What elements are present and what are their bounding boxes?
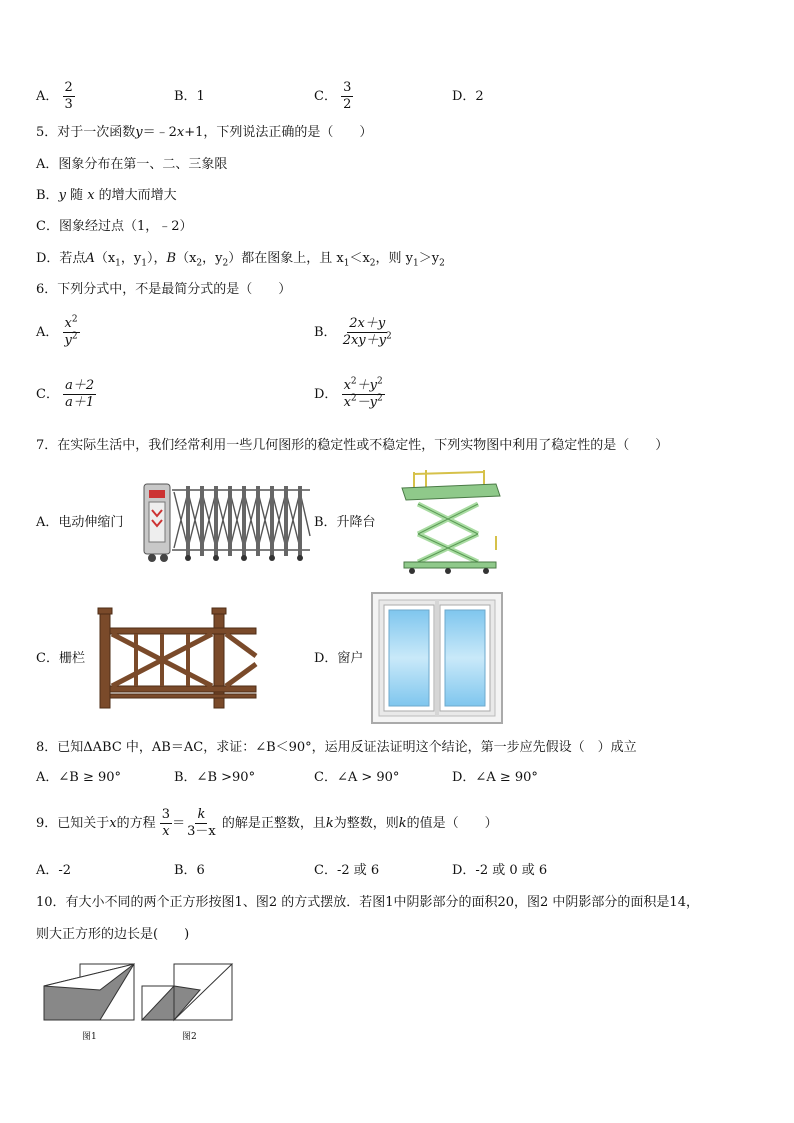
figure-1-squares: [40, 960, 136, 1024]
figure-2-caption: 图2: [182, 1032, 197, 1042]
q6-option-c: C． $\frac{a+2}{a+1}$: [36, 378, 95, 410]
q9-stem: 9．已知关于x的方程 $\frac{3}{x}$ ＝ $\frac{k}{3-x}$ 的解是正整数，且k为整数，则k的值是（ ）: [36, 807, 498, 839]
q4-option-d: D．2: [452, 89, 484, 104]
q4-option-b: B．1: [174, 89, 205, 104]
figure-2-squares: [140, 960, 236, 1024]
q7-stem: 7．在实际生活中，我们经常利用一些几何图形的稳定性或不稳定性，下列实物图中利用了稳定性的是（ ）: [36, 438, 669, 453]
fraction: $\frac{a+2}{a+1}$: [65, 378, 95, 410]
fraction: $\frac{3}{x}$: [161, 807, 171, 839]
q8-option-a: A．∠B ≥ 90°: [36, 770, 122, 785]
q8-stem: 8．已知ΔABC 中，AB＝AC，求证：∠B＜90°，运用反证法证明这个结论，第一步应先假设（ ）成立: [36, 740, 637, 755]
q7-option-d-label: D．窗户: [314, 651, 364, 666]
q6-stem: 6．下列分式中，不是最简分式的是（ ）: [36, 282, 292, 297]
fraction: $\frac{x^2+y^2}{x^2-y^2}$: [343, 376, 383, 410]
q10-stem-line2: 则大正方形的边长是( ): [36, 927, 190, 942]
q6-option-a: A． $\frac{x^2}{y^2}$: [36, 314, 78, 348]
q10-stem-line1: 10．有大小不同的两个正方形按图1、图2 的方式摆放．若图1中阴影部分的面积20，图2 中阴影部分的面积是14，: [36, 895, 699, 910]
q6-option-b: B． $\frac{2x+y}{2xy+y^2}$: [314, 316, 392, 348]
q4-option-a: A． $\frac{2}{3}$: [36, 80, 73, 112]
wooden-fence-image: [96, 604, 256, 710]
fraction: $\frac{k}{3-x}$: [187, 807, 216, 839]
retractable-gate-image: [140, 480, 314, 566]
q5-option-d: D．若点$A(x_1$，$y_1$），$B(x_2$，$y_2$）都在图象上，且 $x_1<x_2$，则 $y_1>y_2$: [36, 251, 445, 269]
window-image: [371, 592, 503, 724]
q6-option-d: D． $\frac{x^2+y^2}{x^2-y^2}$: [314, 376, 383, 410]
q8-option-c: C．∠A > 90°: [314, 770, 400, 785]
figure-1-caption: 图1: [82, 1032, 97, 1042]
q5-option-b: B．y 随 x 的增大而增大: [36, 188, 177, 203]
fraction: $\frac{3}{2}$: [343, 80, 352, 112]
lift-platform-image: [396, 466, 502, 576]
q7-option-b-label: B．升降台: [314, 515, 376, 530]
q4-option-c: C． $\frac{3}{2}$: [314, 80, 352, 112]
q8-option-b: B．∠B >90°: [174, 770, 256, 785]
fraction: $\frac{2}{3}$: [64, 80, 73, 112]
fraction: $\frac{2x+y}{2xy+y^2}$: [342, 316, 392, 348]
q5-option-a: A．图象分布在第一、二、三象限: [36, 157, 228, 172]
q5-option-c: C．图象经过点（1，﹣2）: [36, 219, 193, 234]
fraction: $\frac{x^2}{y^2}$: [64, 314, 78, 348]
q5-stem: 5．对于一次函数y＝﹣2x+1，下列说法正确的是（ ）: [36, 125, 373, 140]
q7-option-a-label: A．电动伸缩门: [36, 515, 124, 530]
q9-option-a: A．-2: [36, 863, 72, 878]
q9-option-d: D．-2 或 0 或 6: [452, 863, 548, 878]
q7-option-c-label: C．栅栏: [36, 651, 85, 666]
q8-option-d: D．∠A ≥ 90°: [452, 770, 538, 785]
q9-option-c: C．-2 或 6: [314, 863, 380, 878]
q9-option-b: B．6: [174, 863, 205, 878]
